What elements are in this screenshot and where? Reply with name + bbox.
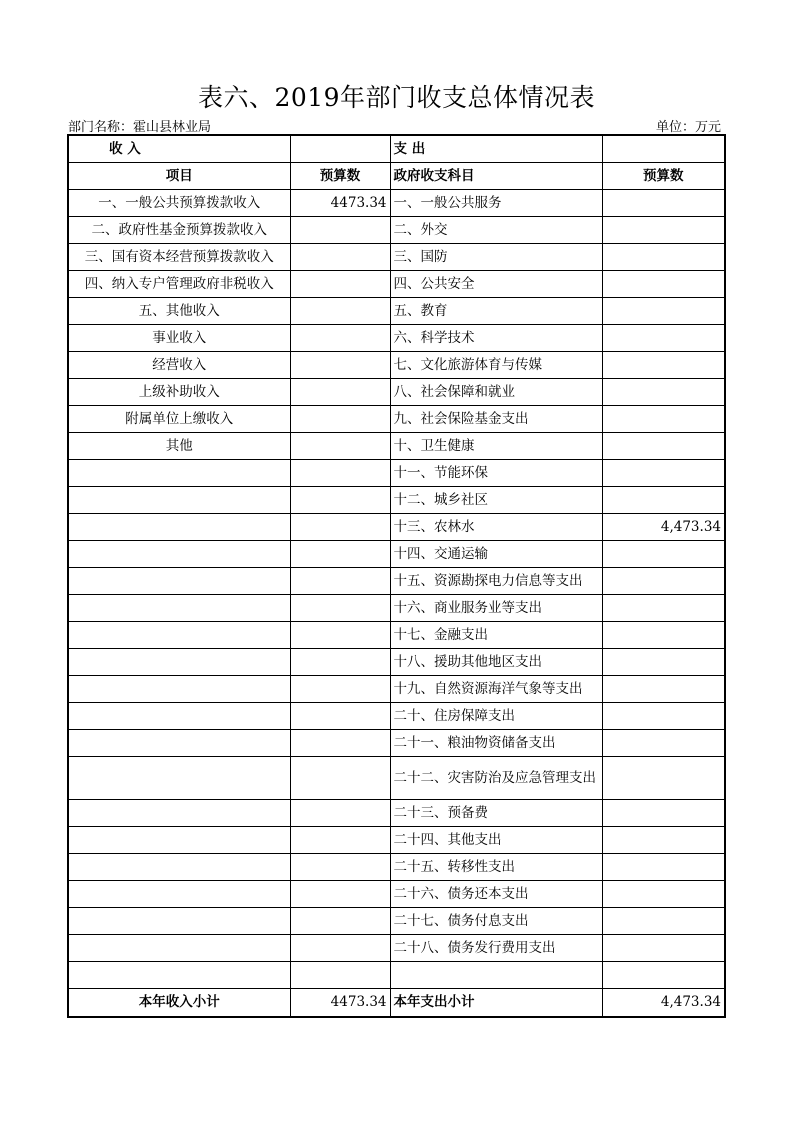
income-item: 上级补助收入 xyxy=(68,379,290,406)
income-item xyxy=(68,730,290,757)
table-row xyxy=(68,217,725,244)
expense-item: 十七、金融支出 xyxy=(390,622,602,649)
expense-item: 十一、节能环保 xyxy=(390,460,602,487)
expense-value xyxy=(602,881,725,908)
expense-value xyxy=(602,908,725,935)
income-total-value: 4473.34 xyxy=(290,989,390,1018)
expense-item: 十五、资源勘探电力信息等支出 xyxy=(390,568,602,595)
table-row xyxy=(68,935,725,962)
income-item: 其他 xyxy=(68,433,290,460)
gov-item-column-header: 政府收支科目 xyxy=(390,163,602,190)
income-item xyxy=(68,935,290,962)
expense-value xyxy=(602,217,725,244)
table-row xyxy=(68,649,725,676)
table-row xyxy=(68,881,725,908)
expense-item: 十六、商业服务业等支出 xyxy=(390,595,602,622)
income-value xyxy=(290,703,390,730)
table-row xyxy=(68,568,725,595)
expense-value xyxy=(602,433,725,460)
income-value xyxy=(290,622,390,649)
income-item xyxy=(68,568,290,595)
income-item xyxy=(68,487,290,514)
expense-value xyxy=(602,757,725,800)
expense-value xyxy=(602,595,725,622)
income-value xyxy=(290,379,390,406)
expense-value xyxy=(602,962,725,989)
budget-column-header: 预算数 xyxy=(290,163,390,190)
table-row xyxy=(68,487,725,514)
table-row xyxy=(68,757,725,800)
table-row xyxy=(68,514,725,541)
expense-item: 七、文化旅游体育与传媒 xyxy=(390,352,602,379)
income-item: 三、国有资本经营预算拨款收入 xyxy=(68,244,290,271)
expense-item: 六、科学技术 xyxy=(390,325,602,352)
income-item xyxy=(68,827,290,854)
table-row xyxy=(68,541,725,568)
expense-item: 八、社会保障和就业 xyxy=(390,379,602,406)
expense-value xyxy=(602,379,725,406)
section-header-row xyxy=(68,135,725,163)
expense-item: 二十二、灾害防治及应急管理支出 xyxy=(390,757,602,800)
unit-label: 单位：万元 xyxy=(655,120,721,135)
expense-item: 一、一般公共服务 xyxy=(390,190,602,217)
income-value xyxy=(290,433,390,460)
income-value xyxy=(290,298,390,325)
income-item xyxy=(68,514,290,541)
budget-table xyxy=(67,134,726,1018)
income-section-header: 收 入 xyxy=(68,135,290,163)
expense-item: 二十八、债务发行费用支出 xyxy=(390,935,602,962)
expense-item: 十三、农林水 xyxy=(390,514,602,541)
income-value xyxy=(290,676,390,703)
income-value xyxy=(290,962,390,989)
expense-value xyxy=(602,676,725,703)
expense-value xyxy=(602,325,725,352)
expense-value xyxy=(602,352,725,379)
expense-item: 四、公共安全 xyxy=(390,271,602,298)
expense-value: 4,473.34 xyxy=(602,514,725,541)
table-row xyxy=(68,190,725,217)
table-row xyxy=(68,298,725,325)
table-row xyxy=(68,460,725,487)
income-item xyxy=(68,962,290,989)
expense-item: 二十一、粮油物资储备支出 xyxy=(390,730,602,757)
income-value xyxy=(290,325,390,352)
income-value xyxy=(290,881,390,908)
table-row xyxy=(68,271,725,298)
income-item xyxy=(68,541,290,568)
table-row xyxy=(68,800,725,827)
income-item xyxy=(68,757,290,800)
table-row xyxy=(68,827,725,854)
expense-item: 三、国防 xyxy=(390,244,602,271)
expense-item: 十八、援助其他地区支出 xyxy=(390,649,602,676)
income-total-label: 本年收入小计 xyxy=(68,989,290,1018)
income-item: 事业收入 xyxy=(68,325,290,352)
expense-item: 二十七、债务付息支出 xyxy=(390,908,602,935)
table-row xyxy=(68,962,725,989)
table-row xyxy=(68,854,725,881)
income-item xyxy=(68,800,290,827)
income-value xyxy=(290,487,390,514)
income-value xyxy=(290,514,390,541)
income-value xyxy=(290,406,390,433)
expense-value xyxy=(602,190,725,217)
income-item: 四、纳入专户管理政府非税收入 xyxy=(68,271,290,298)
expense-item: 十、卫生健康 xyxy=(390,433,602,460)
expense-item: 二十三、预备费 xyxy=(390,800,602,827)
expense-value xyxy=(602,460,725,487)
income-value xyxy=(290,730,390,757)
table-row xyxy=(68,703,725,730)
budget2-column-header: 预算数 xyxy=(602,163,725,190)
expense-value xyxy=(602,935,725,962)
table-row xyxy=(68,622,725,649)
income-value xyxy=(290,827,390,854)
table-row xyxy=(68,379,725,406)
expense-item xyxy=(390,962,602,989)
income-item xyxy=(68,595,290,622)
income-item xyxy=(68,649,290,676)
expense-value xyxy=(602,541,725,568)
table-row xyxy=(68,352,725,379)
expense-item: 二、外交 xyxy=(390,217,602,244)
table-row xyxy=(68,433,725,460)
table-row xyxy=(68,406,725,433)
totals-row xyxy=(68,989,725,1018)
income-item: 五、其他收入 xyxy=(68,298,290,325)
expense-value xyxy=(602,406,725,433)
income-value xyxy=(290,352,390,379)
expense-section-header: 支 出 xyxy=(390,135,602,163)
income-value xyxy=(290,908,390,935)
expense-item: 十二、城乡社区 xyxy=(390,487,602,514)
income-item: 二、政府性基金预算拨款收入 xyxy=(68,217,290,244)
income-item xyxy=(68,854,290,881)
expense-item: 五、教育 xyxy=(390,298,602,325)
expense-value xyxy=(602,827,725,854)
income-value xyxy=(290,757,390,800)
expense-value xyxy=(602,487,725,514)
expense-value xyxy=(602,568,725,595)
expense-value xyxy=(602,622,725,649)
page-title: 表六、2019年部门收支总体情况表 xyxy=(197,83,596,112)
expense-total-value: 4,473.34 xyxy=(602,989,725,1018)
table-row xyxy=(68,595,725,622)
expense-item: 十四、交通运输 xyxy=(390,541,602,568)
expense-value xyxy=(602,854,725,881)
table-row xyxy=(68,325,725,352)
expense-value xyxy=(602,244,725,271)
item-column-header: 项目 xyxy=(68,163,290,190)
income-value xyxy=(290,541,390,568)
expense-value xyxy=(602,730,725,757)
income-value xyxy=(290,217,390,244)
income-value xyxy=(290,800,390,827)
table-row xyxy=(68,730,725,757)
expense-item: 九、社会保险基金支出 xyxy=(390,406,602,433)
income-value xyxy=(290,568,390,595)
expense-total-label: 本年支出小计 xyxy=(390,989,602,1018)
expense-value xyxy=(602,298,725,325)
income-item xyxy=(68,908,290,935)
expense-item: 二十五、转移性支出 xyxy=(390,854,602,881)
expense-item: 二十四、其他支出 xyxy=(390,827,602,854)
income-item: 经营收入 xyxy=(68,352,290,379)
table-row xyxy=(68,676,725,703)
income-value xyxy=(290,854,390,881)
income-value xyxy=(290,649,390,676)
income-value xyxy=(290,244,390,271)
expense-value xyxy=(602,649,725,676)
income-value: 4473.34 xyxy=(290,190,390,217)
income-value xyxy=(290,595,390,622)
table-row xyxy=(68,244,725,271)
income-item xyxy=(68,460,290,487)
expense-item: 二十六、债务还本支出 xyxy=(390,881,602,908)
department-name: 部门名称：霍山县林业局 xyxy=(68,120,212,135)
income-item xyxy=(68,881,290,908)
income-value xyxy=(290,935,390,962)
column-header-row xyxy=(68,163,725,190)
expense-value xyxy=(602,271,725,298)
income-item xyxy=(68,622,290,649)
income-item xyxy=(68,676,290,703)
table-row xyxy=(68,908,725,935)
income-item: 附属单位上缴收入 xyxy=(68,406,290,433)
expense-value xyxy=(602,800,725,827)
income-item: 一、一般公共预算拨款收入 xyxy=(68,190,290,217)
income-item xyxy=(68,703,290,730)
expense-item: 二十、住房保障支出 xyxy=(390,703,602,730)
expense-value xyxy=(602,703,725,730)
income-value xyxy=(290,460,390,487)
income-value xyxy=(290,271,390,298)
expense-item: 十九、自然资源海洋气象等支出 xyxy=(390,676,602,703)
